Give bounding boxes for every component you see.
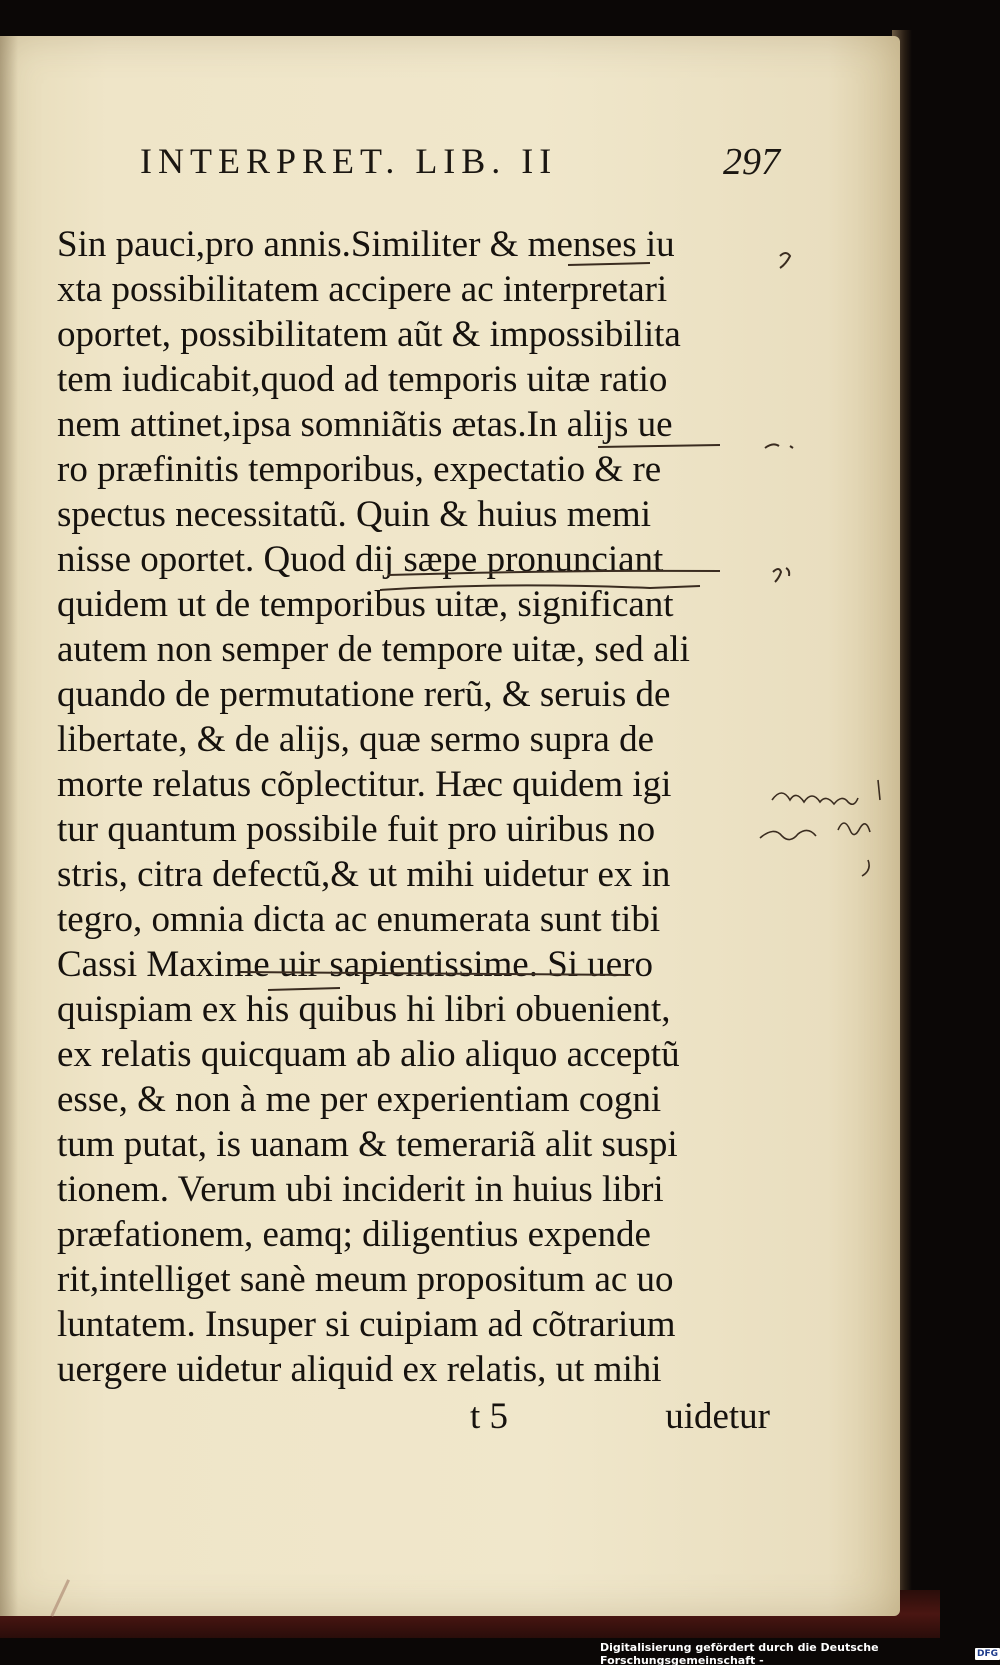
- text-line: [57, 1122, 772, 1167]
- text-line-content: ro præfinitis temporibus, expectatio & re: [57, 449, 662, 490]
- text-line: [57, 897, 772, 942]
- text-line: [57, 627, 772, 672]
- text-line-content: xta possibilitatem accipere ac interpretari: [57, 269, 668, 310]
- text-line: [57, 492, 772, 537]
- text-line-content: morte relatus cõplectitur. Hæc quidem igi: [57, 764, 672, 805]
- text-line: [57, 852, 772, 897]
- text-line: [57, 447, 772, 492]
- text-line-content: spectus necessitatũ. Quin & huius memi: [57, 494, 651, 535]
- text-line-content: quando de permutatione rerũ, & seruis de: [57, 674, 671, 715]
- text-line-content: nem attinet,ipsa somniãtis ætas.In alijs ue: [57, 404, 673, 445]
- text-line-content: nisse oportet. Quod dij sæpe pronunciant: [57, 539, 664, 580]
- catchword: uidetur: [665, 1396, 770, 1437]
- body-text: [57, 222, 772, 1392]
- text-line-content: Sin pauci,pro annis.Similiter & menses iu: [57, 224, 675, 265]
- text-line-content: tem iudicabit,quod ad temporis uitæ ratio: [57, 359, 668, 400]
- digitization-credit: [600, 1641, 1000, 1665]
- text-line: [57, 402, 772, 447]
- text-line-content: stris, citra defectũ,& ut mihi uidetur ex in: [57, 854, 671, 895]
- text-line: [57, 717, 772, 762]
- text-line-content: luntatem. Insuper si cuipiam ad cõtrarium: [57, 1304, 676, 1345]
- text-line-content: præfationem, eamq; diligentius expende: [57, 1214, 651, 1255]
- text-line-content: tegro, omnia dicta ac enumerata sunt tibi: [57, 899, 661, 940]
- credit-text: Digitalisierung gefördert durch die Deutsche Forschungsgemeinschaft -: [600, 1641, 879, 1665]
- text-line: [57, 1212, 772, 1257]
- text-line-content: libertate, & de alijs, quæ sermo supra de: [57, 719, 654, 760]
- running-head-title: INTERPRET. LIB. II: [140, 141, 558, 181]
- text-line-content: rit,intelliget sanè meum propositum ac uo: [57, 1259, 674, 1300]
- text-line-content: ex relatis quicquam ab alio aliquo acceptũ: [57, 1034, 680, 1075]
- text-line-content: autem non semper de tempore uitæ, sed ali: [57, 629, 690, 670]
- dfg-logo: DFG: [976, 1649, 998, 1659]
- text-line: [57, 987, 772, 1032]
- signature-mark: t 5: [470, 1396, 509, 1437]
- text-line: [57, 672, 772, 717]
- text-line: [57, 1257, 772, 1302]
- running-head: [140, 140, 780, 190]
- text-line: [57, 1302, 772, 1347]
- text-line: [57, 357, 772, 402]
- text-line: [57, 1167, 772, 1212]
- text-line-content: uergere uidetur aliquid ex relatis, ut mihi: [57, 1349, 662, 1390]
- text-line: [57, 807, 772, 852]
- text-line: [57, 1347, 772, 1392]
- text-line-content: tionem. Verum ubi inciderit in huius libri: [57, 1169, 664, 1210]
- text-line: [57, 1032, 772, 1077]
- text-line: [57, 1077, 772, 1122]
- text-line: [57, 942, 772, 987]
- text-line: [57, 312, 772, 357]
- text-line-content: quidem ut de temporibus uitæ, significant: [57, 584, 674, 625]
- text-line-content: oportet, possibilitatem aũt & impossibilita: [57, 314, 681, 355]
- text-line: [57, 762, 772, 807]
- text-line-content: esse, & non à me per experientiam cogni: [57, 1079, 662, 1120]
- text-line: [57, 222, 772, 267]
- page-number: 297: [723, 141, 780, 183]
- text-line: [57, 267, 772, 312]
- text-line-content: quispiam ex his quibus hi libri obuenient,: [57, 989, 671, 1030]
- text-line-content: tur quantum possibile fuit pro uiribus no: [57, 809, 656, 850]
- text-line: [57, 537, 772, 582]
- text-line-content: tum putat, is uanam & temerariã alit suspi: [57, 1124, 678, 1165]
- text-line: [57, 582, 772, 627]
- catch-line: [470, 1395, 770, 1440]
- text-line-content: Cassi Maxime uir sapientissime. Si uero: [57, 944, 654, 985]
- gutter-shadow: [0, 36, 18, 1616]
